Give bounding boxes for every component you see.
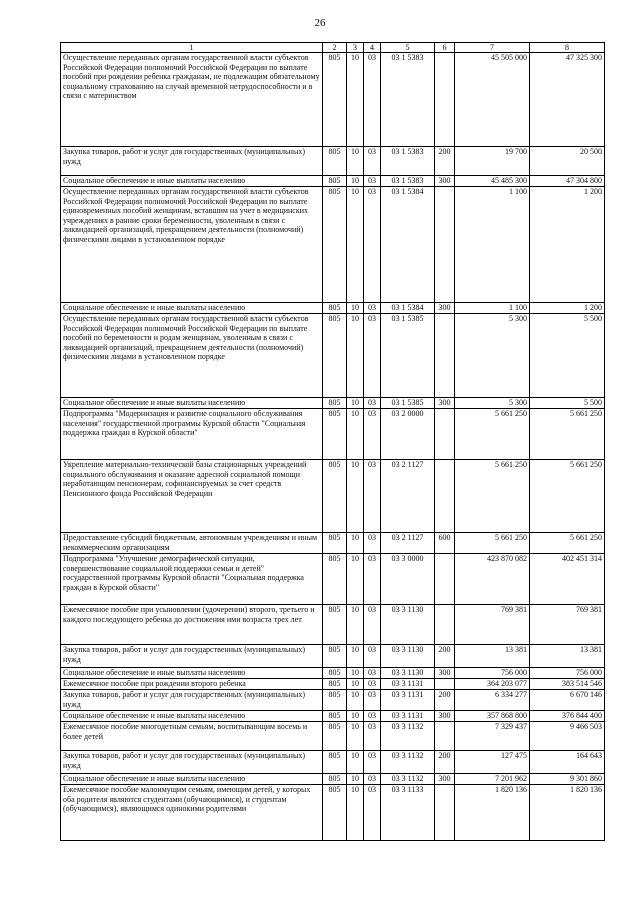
cell-c7: 45 505 000 — [455, 53, 530, 147]
cell-c3: 10 — [347, 722, 364, 751]
cell-c7: 364 203 077 — [455, 679, 530, 690]
cell-name: Осуществление переданных органам государственной власти субъектов Российской Федерации полномочий Российской Федерации по выплате пособий при рождении ребенка гражданам, не подлежащим обязательному социальному страхованию на случай временной нетрудоспособности и в связи с материнством — [61, 53, 323, 147]
cell-c7: 7 329 437 — [455, 722, 530, 751]
cell-c6: 300 — [435, 398, 455, 409]
cell-name: Подпрограмма "Модернизация и развитие социального обслуживания населения" государственной программы Курской области "Социальная поддержка граждан в Курской области" — [61, 409, 323, 460]
cell-c8: 376 844 400 — [530, 711, 605, 722]
cell-c5: 03 3 1132 — [381, 751, 435, 774]
cell-name: Закупка товаров, работ и услуг для государственных (муниципальных) нужд — [61, 751, 323, 774]
cell-c4: 03 — [364, 303, 381, 314]
cell-name: Ежемесячное пособие при рождении второго ребенка — [61, 679, 323, 690]
cell-c3: 10 — [347, 409, 364, 460]
cell-c2: 805 — [323, 303, 347, 314]
cell-name: Закупка товаров, работ и услуг для государственных (муниципальных) нужд — [61, 645, 323, 668]
cell-c6 — [435, 460, 455, 533]
header-col-1: 1 — [61, 43, 323, 53]
cell-name: Ежемесячное пособие многодетным семьям, воспитывающим восемь и более детей — [61, 722, 323, 751]
cell-c2: 805 — [323, 187, 347, 303]
page-number: 26 — [314, 17, 326, 29]
cell-c8: 13 381 — [530, 645, 605, 668]
cell-c4: 03 — [364, 409, 381, 460]
cell-c8: 1 820 136 — [530, 785, 605, 841]
cell-c3: 10 — [347, 711, 364, 722]
cell-c4: 03 — [364, 774, 381, 785]
cell-c2: 805 — [323, 460, 347, 533]
cell-c2: 805 — [323, 605, 347, 645]
cell-c7: 7 201 962 — [455, 774, 530, 785]
cell-c2: 805 — [323, 409, 347, 460]
cell-name: Осуществление переданных органам государственной власти субъектов Российской Федерации полномочий Российской Федерации по выплате пособий по беременности и родам женщинам, уволенным в связи с ликвидацией организаций, прекращением деятельности (полномочий) физическими лицами в установленном порядке — [61, 314, 323, 398]
cell-c6 — [435, 722, 455, 751]
cell-c3: 10 — [347, 645, 364, 668]
cell-c4: 03 — [364, 314, 381, 398]
cell-c5: 03 2 1127 — [381, 533, 435, 554]
cell-c3: 10 — [347, 533, 364, 554]
cell-c7: 19 700 — [455, 147, 530, 176]
cell-c6: 200 — [435, 690, 455, 711]
cell-c4: 03 — [364, 460, 381, 533]
cell-c8: 5 661 250 — [530, 460, 605, 533]
cell-c6 — [435, 785, 455, 841]
table-body — [61, 53, 605, 841]
cell-c7: 5 300 — [455, 398, 530, 409]
cell-c3: 10 — [347, 314, 364, 398]
cell-name: Осуществление переданных органам государственной власти субъектов Российской Федерации полномочий Российской Федерации по выплате единовременных пособий женщинам, вставшим на учет в медицинских учреждениях в ранние сроки беременности, уволенным в связи с ликвидацией организаций, прекращением деятельности (полномочий) физическими лицами в установленном порядке — [61, 187, 323, 303]
cell-c8: 756 000 — [530, 668, 605, 679]
table-row — [61, 409, 605, 460]
table-row — [61, 147, 605, 176]
cell-c6: 200 — [435, 645, 455, 668]
cell-c7: 5 661 250 — [455, 409, 530, 460]
cell-c6: 300 — [435, 176, 455, 187]
cell-c4: 03 — [364, 147, 381, 176]
cell-c2: 805 — [323, 690, 347, 711]
cell-c7: 5 300 — [455, 314, 530, 398]
cell-c8: 5 500 — [530, 398, 605, 409]
cell-c5: 03 1 5384 — [381, 303, 435, 314]
cell-c4: 03 — [364, 53, 381, 147]
cell-c4: 03 — [364, 668, 381, 679]
cell-c4: 03 — [364, 690, 381, 711]
cell-c7: 5 661 250 — [455, 533, 530, 554]
cell-c5: 03 1 5385 — [381, 398, 435, 409]
cell-c5: 03 3 1131 — [381, 690, 435, 711]
cell-c6 — [435, 605, 455, 645]
cell-c8: 47 304 800 — [530, 176, 605, 187]
cell-c4: 03 — [364, 176, 381, 187]
cell-c7: 127 475 — [455, 751, 530, 774]
cell-c6: 300 — [435, 711, 455, 722]
cell-c2: 805 — [323, 668, 347, 679]
table-row — [61, 605, 605, 645]
table-row — [61, 533, 605, 554]
cell-c3: 10 — [347, 460, 364, 533]
cell-name: Закупка товаров, работ и услуг для государственных (муниципальных) нужд — [61, 147, 323, 176]
cell-name: Социальное обеспечение и иные выплаты населению — [61, 711, 323, 722]
cell-c4: 03 — [364, 533, 381, 554]
cell-c7: 423 870 082 — [455, 554, 530, 605]
table-row — [61, 690, 605, 711]
cell-c5: 03 3 1130 — [381, 605, 435, 645]
cell-c3: 10 — [347, 668, 364, 679]
cell-c4: 03 — [364, 679, 381, 690]
cell-c7: 769 381 — [455, 605, 530, 645]
cell-c3: 10 — [347, 751, 364, 774]
cell-c4: 03 — [364, 398, 381, 409]
cell-c8: 9 466 503 — [530, 722, 605, 751]
cell-c8: 383 514 546 — [530, 679, 605, 690]
header-row — [61, 43, 605, 53]
cell-c5: 03 1 5383 — [381, 147, 435, 176]
cell-c3: 10 — [347, 303, 364, 314]
table-row — [61, 53, 605, 147]
cell-c2: 805 — [323, 554, 347, 605]
table-row — [61, 645, 605, 668]
cell-c7: 6 334 277 — [455, 690, 530, 711]
table-row — [61, 554, 605, 605]
cell-c7: 1 100 — [455, 187, 530, 303]
cell-c2: 805 — [323, 53, 347, 147]
cell-c3: 10 — [347, 176, 364, 187]
cell-c2: 805 — [323, 314, 347, 398]
cell-c5: 03 1 5383 — [381, 53, 435, 147]
cell-c6: 300 — [435, 668, 455, 679]
budget-table — [60, 42, 605, 841]
cell-c6 — [435, 554, 455, 605]
cell-c3: 10 — [347, 785, 364, 841]
cell-c8: 5 661 250 — [530, 533, 605, 554]
cell-c4: 03 — [364, 722, 381, 751]
cell-c5: 03 3 1131 — [381, 711, 435, 722]
cell-c7: 5 661 250 — [455, 460, 530, 533]
cell-c3: 10 — [347, 774, 364, 785]
table-row — [61, 722, 605, 751]
cell-c6: 300 — [435, 303, 455, 314]
cell-c3: 10 — [347, 690, 364, 711]
cell-c8: 769 381 — [530, 605, 605, 645]
cell-c7: 1 820 136 — [455, 785, 530, 841]
cell-name: Предоставление субсидий бюджетным, автономным учреждениям и иным некоммерческим организациям — [61, 533, 323, 554]
cell-c3: 10 — [347, 554, 364, 605]
cell-c6: 600 — [435, 533, 455, 554]
cell-c5: 03 3 1132 — [381, 722, 435, 751]
cell-c5: 03 3 1132 — [381, 774, 435, 785]
table-row — [61, 176, 605, 187]
table-row — [61, 711, 605, 722]
cell-name: Подпрограмма "Улучшение демографической ситуации, совершенствование социальной поддержки семьи и детей" государственной программы Курской области "Социальная поддержка граждан в Курской области" — [61, 554, 323, 605]
table-row — [61, 751, 605, 774]
cell-c5: 03 2 1127 — [381, 460, 435, 533]
cell-name: Социальное обеспечение и иные выплаты населению — [61, 398, 323, 409]
cell-c8: 6 670 146 — [530, 690, 605, 711]
cell-c2: 805 — [323, 176, 347, 187]
cell-c8: 1 200 — [530, 303, 605, 314]
cell-c7: 756 000 — [455, 668, 530, 679]
cell-c4: 03 — [364, 187, 381, 303]
cell-c8: 47 325 300 — [530, 53, 605, 147]
cell-c7: 13 381 — [455, 645, 530, 668]
cell-c6: 200 — [435, 147, 455, 176]
table-row — [61, 679, 605, 690]
cell-c3: 10 — [347, 187, 364, 303]
cell-c2: 805 — [323, 711, 347, 722]
header-col-6: 6 — [435, 43, 455, 53]
cell-name: Социальное обеспечение и иные выплаты населению — [61, 668, 323, 679]
header-col-3: 3 — [347, 43, 364, 53]
table-row — [61, 303, 605, 314]
cell-c5: 03 2 0000 — [381, 409, 435, 460]
cell-c5: 03 1 5385 — [381, 314, 435, 398]
cell-c7: 45 485 300 — [455, 176, 530, 187]
table-row — [61, 398, 605, 409]
cell-c7: 357 868 800 — [455, 711, 530, 722]
cell-c2: 805 — [323, 774, 347, 785]
cell-c5: 03 3 1133 — [381, 785, 435, 841]
cell-c4: 03 — [364, 645, 381, 668]
cell-c3: 10 — [347, 605, 364, 645]
cell-c6 — [435, 53, 455, 147]
cell-c2: 805 — [323, 751, 347, 774]
cell-c4: 03 — [364, 605, 381, 645]
cell-c5: 03 3 1130 — [381, 645, 435, 668]
cell-c4: 03 — [364, 554, 381, 605]
cell-name: Ежемесячное пособие при усыновлении (удочерении) второго, третьего и каждого последующего ребенка до достижения ими возраста трех лет — [61, 605, 323, 645]
cell-c7: 1 100 — [455, 303, 530, 314]
table-row — [61, 774, 605, 785]
table-row — [61, 187, 605, 303]
cell-c8: 9 301 860 — [530, 774, 605, 785]
cell-c8: 5 500 — [530, 314, 605, 398]
cell-c2: 805 — [323, 785, 347, 841]
cell-c5: 03 1 5384 — [381, 187, 435, 303]
cell-c6: 200 — [435, 751, 455, 774]
cell-c5: 03 3 1131 — [381, 679, 435, 690]
cell-c3: 10 — [347, 398, 364, 409]
header-col-5: 5 — [381, 43, 435, 53]
cell-c6 — [435, 409, 455, 460]
cell-c2: 805 — [323, 533, 347, 554]
cell-c4: 03 — [364, 751, 381, 774]
cell-name: Социальное обеспечение и иные выплаты населению — [61, 176, 323, 187]
cell-name: Закупка товаров, работ и услуг для государственных (муниципальных) нужд — [61, 690, 323, 711]
cell-c8: 402 451 314 — [530, 554, 605, 605]
cell-name: Укрепление материально-технической базы стационарных учреждений социального обслуживания и оказание адресной социальной помощи неработающим пенсионерам, софинансируемых за счет средств Пенсионного фонда Российской Федерации — [61, 460, 323, 533]
cell-c3: 10 — [347, 147, 364, 176]
cell-c8: 164 643 — [530, 751, 605, 774]
cell-c3: 10 — [347, 53, 364, 147]
cell-c8: 1 200 — [530, 187, 605, 303]
cell-c6 — [435, 187, 455, 303]
cell-c6 — [435, 314, 455, 398]
cell-c2: 805 — [323, 147, 347, 176]
cell-name: Ежемесячное пособие малоимущим семьям, имеющим детей, у которых оба родителя являются студентами (обучающимися), и студентам (обучающимся), являющимся одинокими родителями — [61, 785, 323, 841]
cell-c8: 5 661 250 — [530, 409, 605, 460]
cell-c2: 805 — [323, 722, 347, 751]
cell-name: Социальное обеспечение и иные выплаты населению — [61, 774, 323, 785]
cell-c5: 03 3 1130 — [381, 668, 435, 679]
table-row — [61, 668, 605, 679]
cell-c6 — [435, 679, 455, 690]
cell-c2: 805 — [323, 679, 347, 690]
cell-c5: 03 3 0000 — [381, 554, 435, 605]
cell-c8: 20 500 — [530, 147, 605, 176]
cell-c2: 805 — [323, 398, 347, 409]
table-row — [61, 314, 605, 398]
table-row — [61, 460, 605, 533]
header-col-4: 4 — [364, 43, 381, 53]
cell-c3: 10 — [347, 679, 364, 690]
cell-c5: 03 1 5383 — [381, 176, 435, 187]
cell-c4: 03 — [364, 711, 381, 722]
header-col-2: 2 — [323, 43, 347, 53]
header-col-8: 8 — [530, 43, 605, 53]
cell-name: Социальное обеспечение и иные выплаты населению — [61, 303, 323, 314]
table-row — [61, 785, 605, 841]
cell-c2: 805 — [323, 645, 347, 668]
cell-c4: 03 — [364, 785, 381, 841]
cell-c6: 300 — [435, 774, 455, 785]
header-col-7: 7 — [455, 43, 530, 53]
